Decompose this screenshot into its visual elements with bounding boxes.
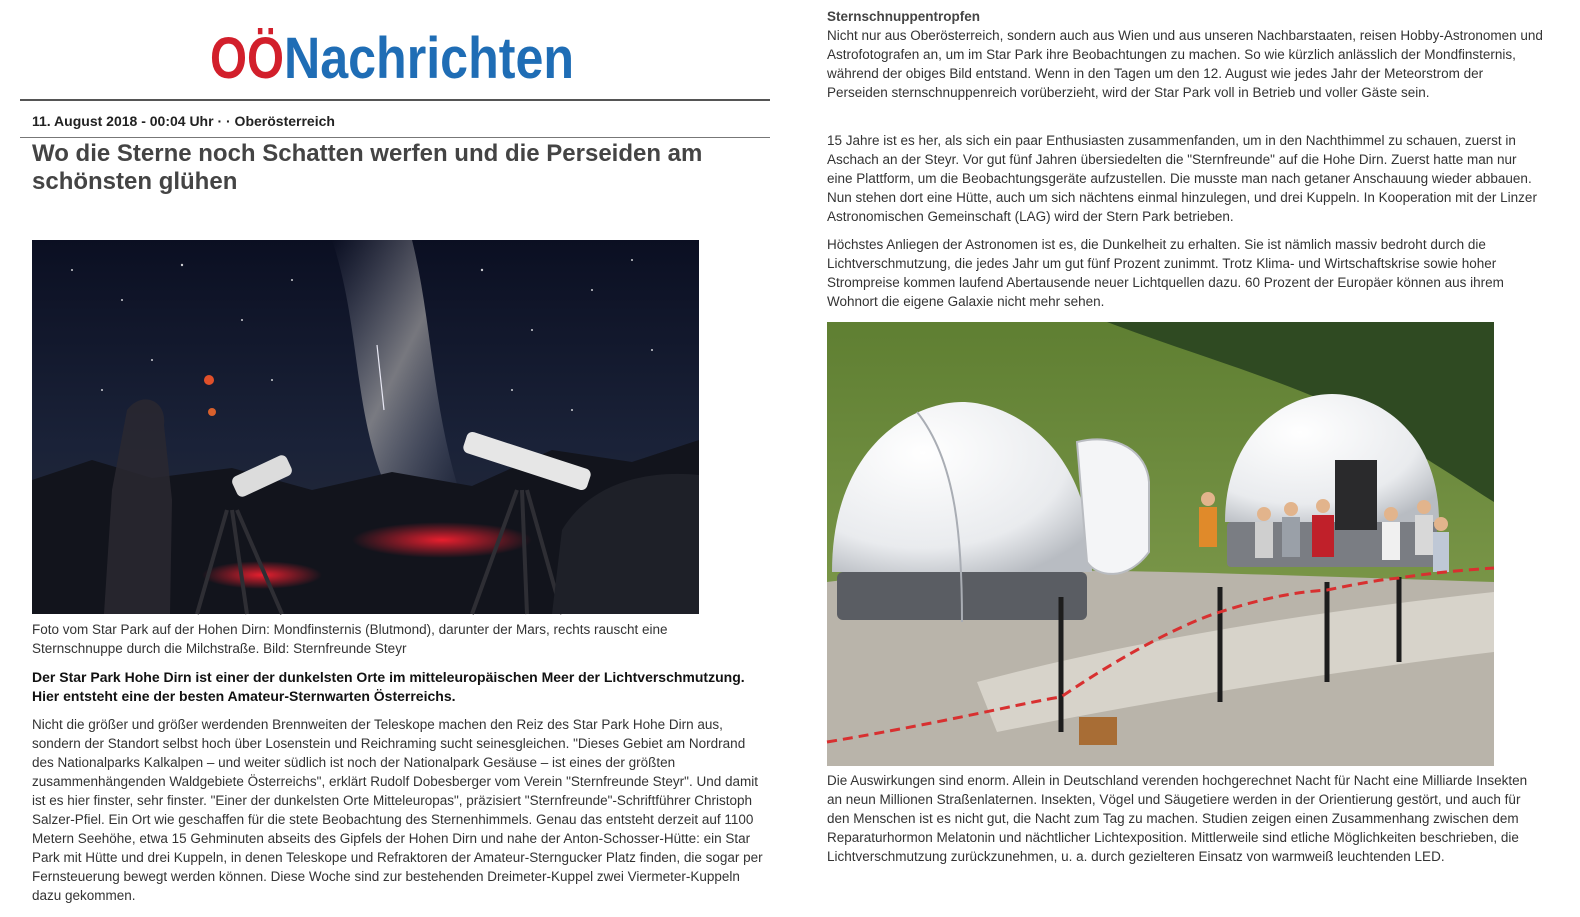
section-subhead: Sternschnuppentropfen	[827, 9, 981, 24]
photo-caption: Foto vom Star Park auf der Hohen Dirn: Mondfinsternis (Blutmond), darunter der Mars, rechts rauscht eine Sternschnuppe durch die Milchstraße. Bild: Sternfreunde Steyr	[32, 622, 668, 656]
article-paragraph-3: Höchstes Anliegen der Astronomen ist es, die Dunkelheit zu erhalten. Sie ist nämlich massiv bedroht durch die Lichtverschmutzung, die jedes Jahr um gut fünf Prozent zunimmt. Trotz Klima- und Wirtschaftskrise sowie hoher Strompreise kommen laufend Abertausende neuer Lichtquellen dazu. 60 Prozent der Europäer können aus ihrem Wohnort die eigene Galaxie nicht mehr sehen.	[827, 237, 1504, 309]
left-column	[20, 0, 770, 917]
article-headline: Wo die Sterne noch Schatten werfen und die Perseiden am schönsten glühen	[32, 140, 703, 195]
observatory-domes-photo[interactable]	[827, 322, 1494, 766]
article-body-left: Nicht die größer und größer werdenden Brennweiten der Teleskope machen den Reiz des Star Park Hohe Dirn aus, sondern der Standort selbst hoch über Losenstein und Reichraming sucht seinesgleichen. "Dieses Gebiet am Nordrand des Nationalparks Kalkalpen – und weiter südlich ist noch der Nationalpark Gesäuse – ist eines der größten zusammenhängenden Waldgebiete Österreichs", erklärt Rudolf Dobesberger vom Verein "Sternfreunde Steyr". Und damit ist es hier finster, sehr finster. "Einer der dunkelsten Orte Mitteleuropas", präzisiert "Sternfreunde"-Schriftführer Christoph Salzer-Pfiel. Ein Ort wie geschaffen für die stete Beobachtung des Sternenhimmels. Genau das entsteht derzeit auf 1100 Metern Seehöhe, etwa 15 Gehminuten abseits des Gipfels der Hohen Dirn und nahe der Anton-Schosser-Hütte: ein Star Park mit Hütte und drei Kuppeln, in denen Teleskope und Refraktoren der Amateur-Sterngucker Platz finden, die sogar per Fernsteuerung bewegt werden können. Diese Woche sind zur bestehenden Dreimeter-Kuppel zwei Viermeter-Kuppeln dazu gekommen.	[32, 717, 763, 903]
logo-suffix: Nachrichten	[284, 26, 574, 91]
logo-prefix: OÖ	[210, 26, 284, 91]
night-sky-photo[interactable]	[32, 240, 699, 614]
header-divider	[20, 99, 770, 101]
right-column	[826, 0, 1556, 917]
article-paragraph-4: Die Auswirkungen sind enorm. Allein in Deutschland verenden hochgerechnet Nacht für Nacht eine Milliarde Insekten an neun Millionen Straßenlaternen. Insekten, Vögel und Säugetiere werden in der Orientierung gestört, und auch für den Menschen ist es nicht gut, die Nacht zum Tag zu machen. Studien zeigen einen Zusammenhang zwischen dem Reparaturhormon Melatonin und nächtlicher Lichtexposition. Mittlerweile sind etliche Möglichkeiten beschrieben, die Lichtverschmutzung zurückzunehmen, u. a. durch gezielteren Einsatz von warmweiß leuchtenden LED.	[827, 773, 1528, 864]
newspaper-logo[interactable]	[210, 18, 580, 90]
meta-divider	[20, 137, 770, 138]
article-paragraph-2: 15 Jahre ist es her, als sich ein paar Enthusiasten zusammenfanden, um in den Nachthimmel zu schauen, zuerst in Aschach an der Steyr. Vor gut fünf Jahren übersiedelten die "Sternfreunde" auf die Hohe Dirn. Zuerst hatte man nur eine Plattform, um die Beobachtungsgeräte aufzustellen. Die musste man nach getaner Anschauung wieder abbauen. Nun stehen dort eine Hütte, auch um sich nächtens einmal hinzulegen, und drei Kuppeln. In Kooperation mit der Linzer Astronomischen Gemeinschaft (LAG) wird der Stern Park betrieben.	[827, 133, 1537, 224]
article-paragraph-1: Nicht nur aus Oberösterreich, sondern auch aus Wien und aus unseren Nachbarstaaten, reisen Hobby-Astronomen und Astrofotografen an, um im Star Park ihre Beobachtungen zu machen. So wie kürzlich anlässlich der Mondfinsternis, während der obiges Bild entstand. Wenn in den Tagen um den 12. August wie jedes Jahr der Meteorstrom der Perseiden sternschnuppenreich vorüberzieht, wird der Star Park voll in Betrieb und voller Gäste sein.	[827, 28, 1543, 100]
article-meta: 11. August 2018 - 00:04 Uhr · · Oberösterreich	[32, 113, 335, 129]
article-lead: Der Star Park Hohe Dirn ist einer der dunkelsten Orte im mitteleuropäischen Meer der Lichtverschmutzung. Hier entsteht eine der besten Amateur-Sternwarten Österreichs.	[32, 669, 745, 704]
